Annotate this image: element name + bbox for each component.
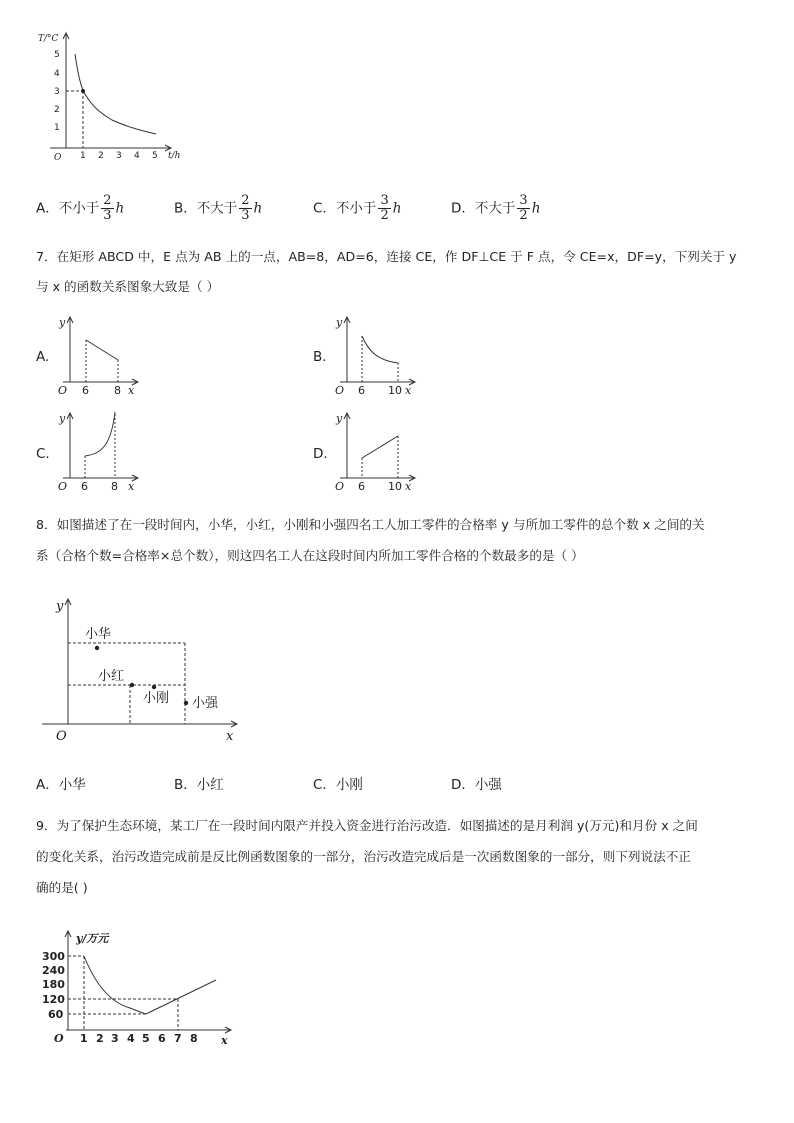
q6-option-b[interactable]: B．不大于 $\frac{2}{3}$ h	[174, 193, 263, 223]
q9-stem-line1: 9．为了保护生态环境，某工厂在一段时间内限产并投入资金进行治污改造．如图描述的是月利润 y(万元)和月份 x 之间	[36, 818, 698, 833]
q7-graph-c	[55, 408, 145, 493]
q9-stem-line2: 的变化关系，治污改造完成前是反比例函数图象的一部分，治污改造完成后是一次函数图象的一部分，则下列说法不正	[36, 849, 691, 864]
svg-text:300: 300	[42, 950, 65, 963]
svg-text:6: 6	[158, 1032, 166, 1045]
fraction: $\frac{3}{2}$	[519, 193, 528, 223]
xtick-1: 1	[80, 151, 86, 161]
q8-stem-line1: 8．如图描述了在一段时间内，小华，小红，小刚和小强四名工人加工零件的合格率 y 与所加工零件的总个数 x 之间的关	[36, 517, 705, 532]
ytick-4: 4	[54, 69, 60, 79]
svg-text:180: 180	[42, 978, 65, 991]
q8-option-b[interactable]: B．小红	[174, 777, 224, 793]
ytick-5: 5	[54, 50, 60, 60]
temperature-graph	[30, 30, 200, 170]
svg-text:8: 8	[190, 1032, 198, 1045]
label-xiaogang: 小刚	[143, 691, 170, 706]
q6-option-a[interactable]: A．不小于 $\frac{2}{3}$ h	[36, 193, 125, 223]
svg-text:6: 6	[81, 480, 88, 493]
point	[81, 89, 85, 93]
q7-graph-a	[55, 312, 145, 397]
svg-text:O: O	[335, 384, 345, 397]
q7-option-a-letter[interactable]: A.	[36, 349, 50, 365]
svg-text:6: 6	[82, 384, 89, 397]
q7-graph-d	[332, 408, 422, 493]
svg-text:y: y	[59, 316, 66, 329]
curve	[75, 54, 156, 134]
svg-text:x: x	[405, 480, 412, 493]
svg-text:5: 5	[142, 1032, 150, 1045]
svg-text:x: x	[128, 384, 135, 397]
svg-text:O: O	[54, 1032, 64, 1045]
svg-text:8: 8	[111, 480, 118, 493]
q7-option-c-letter[interactable]: C.	[36, 446, 50, 462]
svg-text:6: 6	[358, 480, 365, 493]
svg-text:240: 240	[42, 964, 65, 977]
q9-profit-graph	[40, 926, 240, 1051]
svg-text:y: y	[56, 599, 64, 614]
q6-option-d[interactable]: D．不大于 $\frac{3}{2}$ h	[451, 193, 541, 223]
svg-text:120: 120	[42, 993, 65, 1006]
svg-text:y: y	[59, 412, 66, 425]
svg-text:60: 60	[48, 1008, 64, 1021]
svg-text:O: O	[58, 480, 68, 493]
y-axis-label: T/°C	[38, 34, 59, 44]
linear-segment	[146, 980, 216, 1014]
q8-option-d[interactable]: D．小强	[451, 777, 502, 793]
svg-text:y: y	[336, 316, 343, 329]
label-xiaoqiang: 小强	[192, 696, 219, 711]
svg-text:7: 7	[174, 1032, 182, 1045]
svg-text:y/万元: y/万元	[76, 932, 109, 945]
xtick-4: 4	[134, 151, 140, 161]
fraction: $\frac{2}{3}$	[103, 193, 112, 223]
q8-graph	[40, 594, 245, 744]
q8-option-c[interactable]: C．小刚	[313, 777, 363, 793]
svg-text:10: 10	[388, 480, 402, 493]
fraction: $\frac{3}{2}$	[380, 193, 389, 223]
label-xiaohong: 小红	[98, 669, 125, 684]
ytick-1: 1	[54, 123, 60, 133]
x-axis-label: t/h	[168, 151, 181, 161]
q7-stem-line2: 与 x 的函数关系图象大致是（ ）	[36, 279, 220, 294]
svg-text:x: x	[226, 729, 234, 744]
xtick-5: 5	[152, 151, 158, 161]
svg-text:O: O	[58, 384, 68, 397]
svg-text:2: 2	[96, 1032, 104, 1045]
q7-stem-line1: 7．在矩形 ABCD 中，E 点为 AB 上的一点，AB=8，AD=6，连接 CE，作 DF⊥CE 于 F 点，令 CE=x，DF=y，下列关于 y	[36, 249, 737, 264]
label-xiaohua: 小华	[85, 627, 112, 642]
svg-text:y: y	[336, 412, 343, 425]
svg-text:3: 3	[111, 1032, 119, 1045]
q7-option-d-letter[interactable]: D.	[313, 446, 328, 462]
svg-text:6: 6	[358, 384, 365, 397]
svg-text:O: O	[335, 480, 345, 493]
ytick-3: 3	[54, 87, 60, 97]
svg-text:x: x	[128, 480, 135, 493]
svg-text:4: 4	[127, 1032, 135, 1045]
q7-option-b-letter[interactable]: B.	[313, 349, 327, 365]
xtick-3: 3	[116, 151, 122, 161]
fraction: $\frac{2}{3}$	[241, 193, 250, 223]
inverse-curve	[84, 956, 146, 1014]
svg-text:x: x	[405, 384, 412, 397]
origin-label: O	[54, 153, 62, 163]
svg-text:8: 8	[114, 384, 121, 397]
xtick-2: 2	[98, 151, 104, 161]
q8-stem-line2: 系（合格个数=合格率×总个数），则这四名工人在这段时间内所加工零件合格的个数最多的是（ ）	[36, 548, 584, 563]
q9-stem-line3: 确的是( )	[36, 880, 88, 895]
svg-text:10: 10	[388, 384, 402, 397]
q6-option-c[interactable]: C．不小于 $\frac{3}{2}$ h	[313, 193, 402, 223]
svg-text:x: x	[221, 1034, 228, 1047]
q7-graph-b	[332, 312, 422, 397]
q8-option-a[interactable]: A．小华	[36, 777, 86, 793]
ytick-2: 2	[54, 105, 60, 115]
svg-text:O: O	[56, 729, 67, 744]
svg-text:1: 1	[80, 1032, 88, 1045]
